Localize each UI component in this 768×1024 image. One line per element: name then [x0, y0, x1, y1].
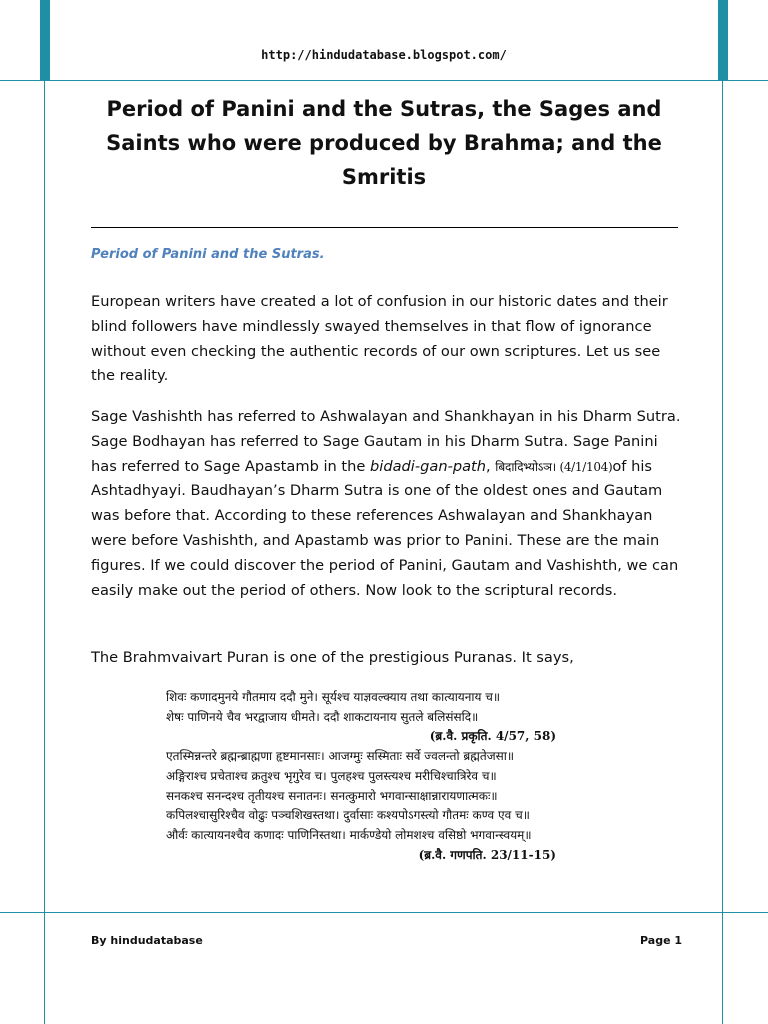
header-divider — [0, 80, 768, 81]
verse-line: शिवः कणादमुनये गौतमाय ददौ मुने। सूर्यश्च याज्ञवल्क्याय तथा कात्यायनाय च॥ — [166, 690, 501, 704]
footer-page-number: Page 1 — [640, 934, 683, 947]
sanskrit-inline-reference: बिदादिभ्योऽञ। (4/1/104) — [495, 459, 613, 474]
paragraph-sages-comma: , — [486, 457, 496, 475]
header-url[interactable]: http://hindudatabase.blogspot.com/ — [261, 48, 507, 62]
verse-reference: (ब्र.वै. गणपति. 23/11-15) — [418, 847, 556, 862]
verse-line: कपिलश्चासुरिश्चैव वोढुः पञ्चशिखस्तथा। दुर्वासाः कश्यपोऽगस्त्यो गौतमः कण्व एव च॥ — [166, 808, 530, 823]
sanskrit-verses — [166, 688, 606, 865]
paragraph-sages-text-a: Sage Vashishth has referred to Ashwalayan and Shankhayan in his Dharm Sutra. Sage Bodhayan has referred to Sage Gautam in his Dharm Sutra. Sage Panini has referred to Sage Apastamb in the — [91, 408, 681, 475]
paragraph-puran: The Brahmvaivart Puran is one of the prestigious Puranas. It says, — [91, 649, 574, 666]
verse-line: शेषः पाणिनये चैव भरद्वाजाय धीमते। ददौ शाकटायनाय सुतले बलिसंसदि॥ — [166, 709, 479, 724]
verse-reference: (ब्र.वै. प्रकृति. 4/57, 58) — [429, 729, 556, 744]
left-edge-bar — [40, 0, 50, 80]
right-margin-line — [722, 80, 723, 1024]
paragraph-sages-text-b: of his Ashtadhyayi. Baudhayan’s Dharm Sutra is one of the oldest ones and Gautam was before that. According to these references Ashwalayan and Shankhayan were before Vashishth, and Apastamb was prior to Panini. These are the main figures. If we could discover the period of Panini, Gautam and Vashishth, we can easily make out the period of others. Now look to the scriptural records. — [91, 457, 679, 599]
verse-line: सनकश्च सनन्दश्च तृतीयश्च सनातनः। सनत्कुमारो भगवान्साक्षान्नारायणात्मकः॥ — [166, 788, 498, 803]
bidadi-gan-path-term: bidadi-gan-path — [370, 457, 487, 475]
right-edge-bar — [718, 0, 728, 80]
verse-line: अङ्गिराश्च प्रचेताश्च क्रतुश्च भृगुरेव च। पुलहश्च पुलस्त्यश्च मरीचिश्चात्रिरेव च॥ — [166, 768, 497, 783]
title-underline — [91, 227, 678, 228]
paragraph-intro: European writers have created a lot of confusion in our historic dates and their blind followers have mindlessly swayed themselves in that flow of ignorance without even checking the authentic records of our own scriptures. Let us see the reality. — [91, 293, 668, 385]
left-margin-line — [44, 80, 45, 1024]
footer-author: By hindudatabase — [91, 934, 203, 947]
paragraph-sages — [91, 405, 681, 603]
verse-line: एतस्मिन्नन्तरे ब्रह्मन्ब्राह्मणा हृष्टमानसाः। आजग्मुः सस्मिताः सर्वे ज्वलन्तो ब्रह्मतेजसा॥ — [166, 749, 515, 764]
page-title: Period of Panini and the Sutras, the Sages and Saints who were produced by Brahma; and the Smritis — [106, 97, 662, 189]
section-heading: Period of Panini and the Sutras. — [91, 247, 325, 262]
verse-line: और्वः कात्यायनश्चैव कणादः पाणिनिस्तथा। मार्कण्डेयो लोमशश्च वसिष्ठो भगवान्स्वयम्॥ — [166, 827, 532, 842]
footer-divider — [0, 912, 768, 913]
